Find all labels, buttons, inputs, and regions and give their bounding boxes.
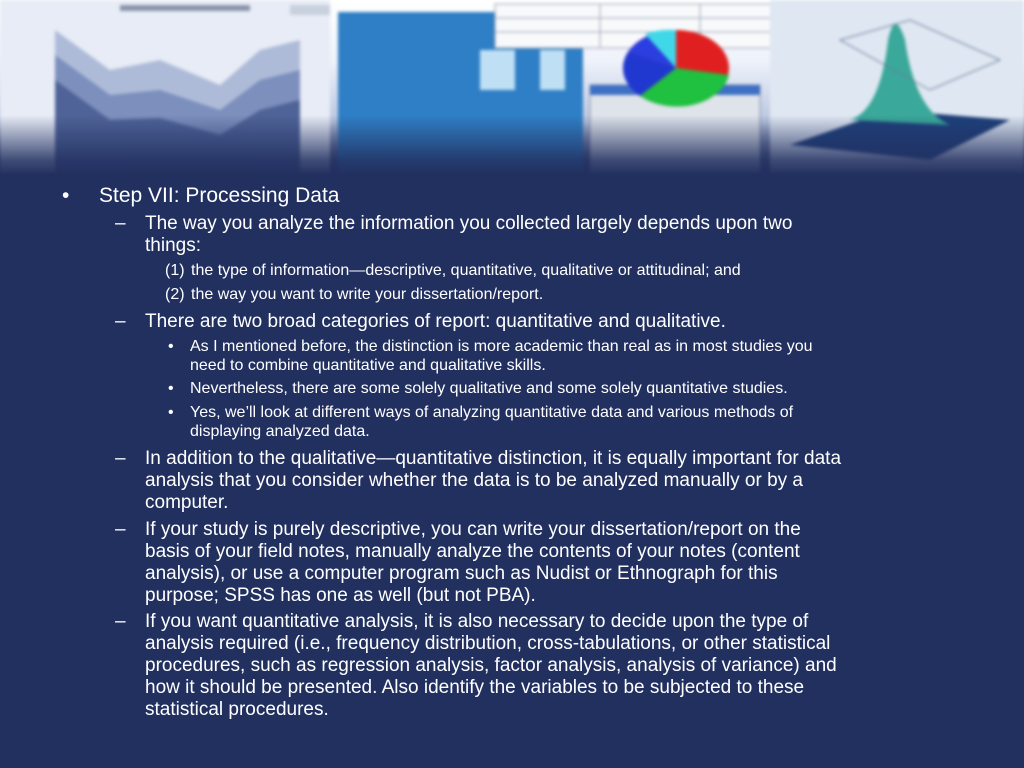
- subitem-1-number: (1): [165, 262, 185, 279]
- slide-heading: Step VII: Processing Data: [99, 184, 340, 207]
- item-1-line-2: things:: [145, 235, 201, 256]
- bullet-marker: •: [168, 338, 174, 355]
- item-3-line-2: analysis that you consider whether the data is to be analyzed manually or by a: [145, 470, 803, 491]
- item-2-bullet-2: Nevertheless, there are some solely qualitative and some solely quantitative studies.: [190, 380, 788, 397]
- subitem-2-number: (2): [165, 286, 185, 303]
- item-1-line-1: The way you analyze the information you collected largely depends upon two: [145, 213, 793, 234]
- dash-marker: –: [115, 213, 126, 234]
- item-4-line-3: analysis), or use a computer program such as Nudist or Ethnograph for this: [145, 563, 778, 584]
- dash-marker: –: [115, 311, 126, 332]
- dash-marker: –: [115, 611, 126, 632]
- bullet-marker: •: [168, 404, 174, 421]
- item-2-text: There are two broad categories of report: quantitative and qualitative.: [145, 311, 726, 332]
- item-3-line-3: computer.: [145, 492, 229, 513]
- item-3-line-1: In addition to the qualitative—quantitative distinction, it is equally important for data: [145, 448, 842, 469]
- item-5-line-4: how it should be presented. Also identify the variables to be subjected to these: [145, 677, 805, 698]
- pie-chart-decoration: [623, 30, 729, 107]
- area-chart-title-blur: [120, 5, 250, 11]
- subitem-1-text: the type of information—descriptive, quantitative, qualitative or attitudinal; and: [191, 262, 741, 279]
- item-5-line-3: procedures, such as regression analysis, factor analysis, analysis of variance) and: [145, 655, 837, 676]
- item-4-line-4: purpose; SPSS has one as well (but not PBA).: [145, 585, 536, 606]
- dash-marker: –: [115, 448, 126, 469]
- item-4-line-2: basis of your field notes, manually analyze the contents of your notes (content: [145, 541, 800, 562]
- banner-image: [0, 0, 1024, 175]
- bullet-marker: •: [62, 184, 70, 207]
- item-5-line-1: If you want quantitative analysis, it is also necessary to decide upon the type of: [145, 611, 809, 632]
- dash-marker: –: [115, 519, 126, 540]
- item-4-line-1: If your study is purely descriptive, you can write your dissertation/report on the: [145, 519, 801, 540]
- bar-chart-title-blur: [290, 5, 330, 15]
- item-2-bullet-1-line-1: As I mentioned before, the distinction is more academic than real as in most studies you: [190, 338, 813, 355]
- bullet-marker: •: [168, 380, 174, 397]
- item-5-line-5: statistical procedures.: [145, 699, 329, 720]
- item-2-bullet-3-line-1: Yes, we’ll look at different ways of analyzing quantitative data and various methods of: [190, 404, 794, 421]
- subitem-2-text: the way you want to write your dissertation/report.: [191, 286, 544, 303]
- item-5-line-2: analysis required (i.e., frequency distribution, cross-tabulations, or other statistical: [145, 633, 831, 654]
- item-2-bullet-3-line-2: displaying analyzed data.: [190, 423, 370, 440]
- item-2-bullet-1-line-2: need to combine quantitative and qualitative skills.: [190, 357, 546, 374]
- bar-block-2: [540, 50, 565, 90]
- banner-fade: [0, 115, 1024, 175]
- bar-block-1: [480, 50, 515, 90]
